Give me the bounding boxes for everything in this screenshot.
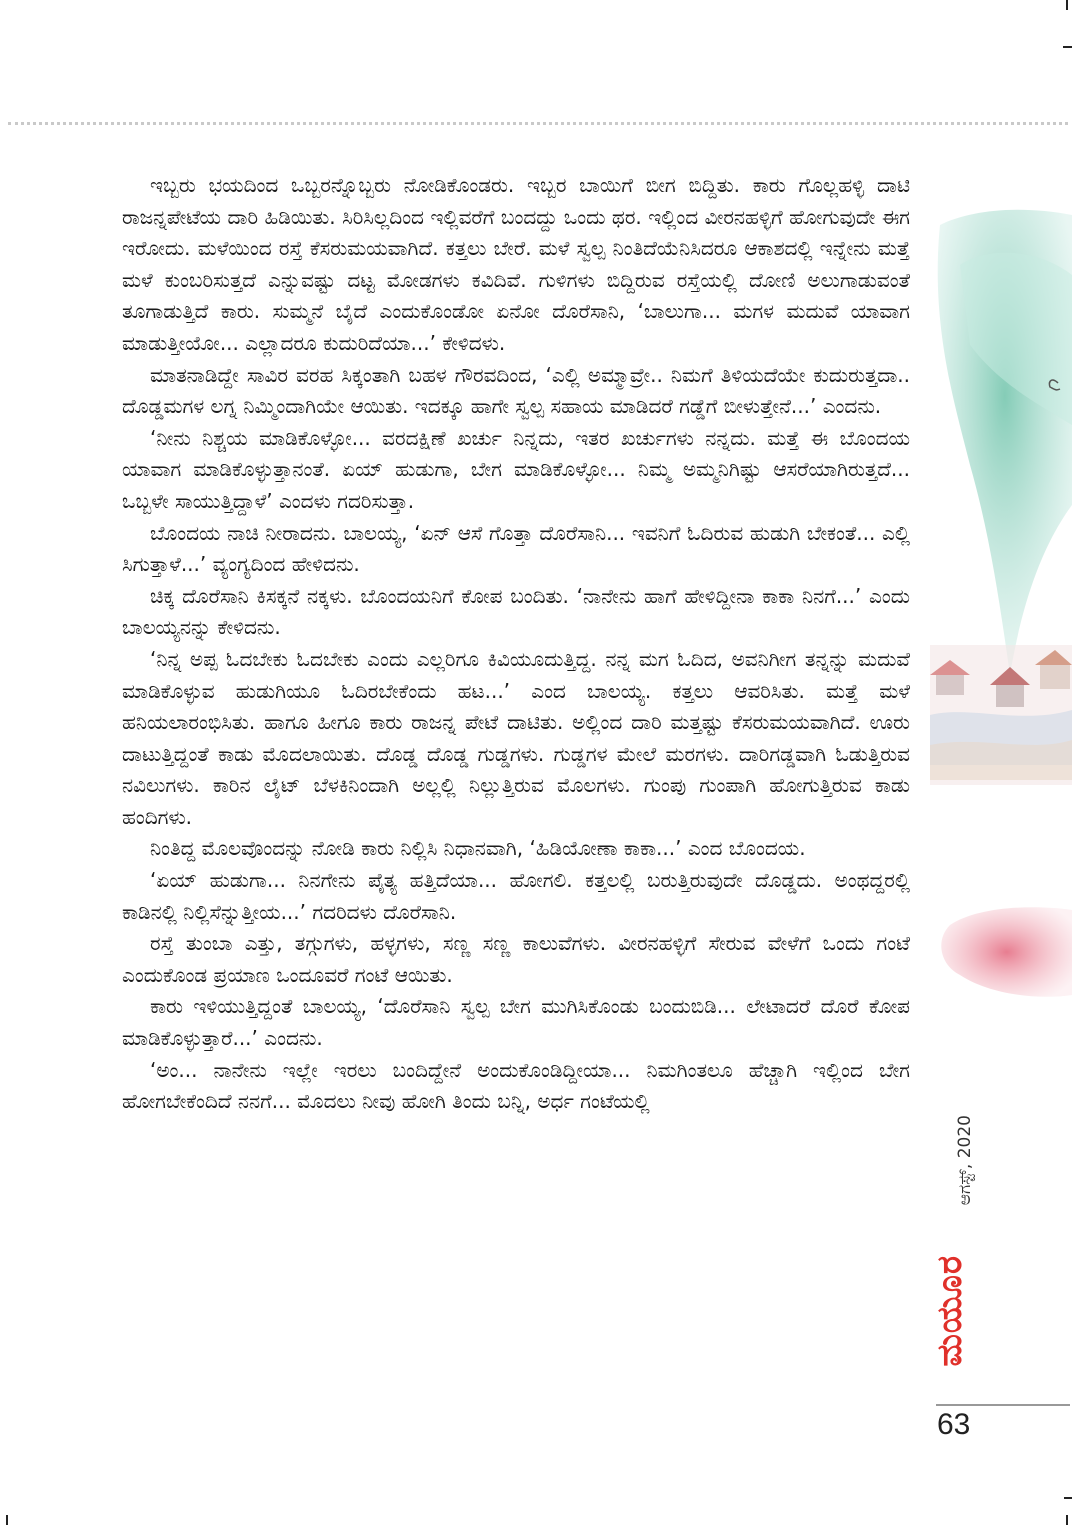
article-body [122,170,910,1118]
header-dotted-rule [8,122,1068,125]
issue-date: ಆಗಸ್ಟ್, 2020 [955,1115,975,1206]
crop-mark [1066,0,1068,10]
pink-wash [941,907,1072,997]
paragraph: ಇಬ್ಬರು ಭಯದಿಂದ ಒಬ್ಬರನ್ನೊಬ್ಬರು ನೋಡಿಕೊಂಡರು. ಇಬ್ಬರ ಬಾಯಿಗೆ ಬೀಗ ಬಿದ್ದಿತು. ಕಾರು ಗೊಲ್ಲಹಳ್ಳಿ ದಾಟಿ ರಾಜನ್ನಪೇಟೆಯ ದಾರಿ ಹಿಡಿಯಿತು. ಸಿರಿಸಿಲ್ಲದಿಂದ ಇಲ್ಲಿವರೆಗೆ ಬಂದದ್ದು ಒಂದು ಥರ. ಇಲ್ಲಿಂದ ವೀರನಹಳ್ಳಿಗೆ ಹೋಗುವುದೇ ಈಗ ಇರೋದು. ಮಳೆಯಿಂದ ರಸ್ತೆ ಕೆಸರುಮಯವಾಗಿದೆ. ಕತ್ತಲು ಬೇರೆ. ಮಳೆ ಸ್ವಲ್ಪ ನಿಂತಿದೆಯೆನಿಸಿದರೂ ಆಕಾಶದಲ್ಲಿ ಇನ್ನೇನು ಮತ್ತೆ ಮಳೆ ಕುಂಬರಿಸುತ್ತದೆ ಎನ್ನುವಷ್ಟು ದಟ್ಟ ಮೋಡಗಳು ಕವಿದಿವೆ. ಗುಳಿಗಳು ಬಿದ್ದಿರುವ ರಸ್ತೆಯಲ್ಲಿ ದೋಣಿ ಅಲುಗಾಡುವಂತೆ ತೂಗಾಡುತ್ತಿದೆ ಕಾರು. ಸುಮ್ಮನೆ ಬೈದೆ ಎಂದುಕೊಂಡೋ ಏನೋ ದೊರೆಸಾನಿ, ‘ಬಾಲುಗಾ... ಮಗಳ ಮದುವೆ ಯಾವಾಗ ಮಾಡುತ್ತೀಯೋ... ಎಲ್ಲಾದರೂ ಕುದುರಿದೆಯಾ...’ ಕೇಳಿದಳು. [122,173,910,355]
paragraph: ‘ನೀನು ನಿಶ್ಚಯ ಮಾಡಿಕೊಳ್ಳೋ... ವರದಕ್ಷಿಣೆ ಖರ್ಚು ನಿನ್ನದು, ಇತರ ಖರ್ಚುಗಳು ನನ್ನದು. ಮತ್ತೆ ಈ ಬೊಂದಯ ಯಾವಾಗ ಮಾಡಿಕೊಳ್ಳುತ್ತಾನಂತೆ. ಏಯ್ ಹುಡುಗಾ, ಬೇಗ ಮಾಡಿಕೊಳ್ಳೋ... ನಿಮ್ಮ ಅಮ್ಮನಿಗಿಷ್ಟು ಆಸರೆಯಾಗಿರುತ್ತದೆ... ಒಬ್ಬಳೇ ಸಾಯುತ್ತಿದ್ದಾಳೆ’ ಎಂದಳು ಗದರಿಸುತ್ತಾ. [122,425,910,513]
paragraph: ಚಿಕ್ಕ ದೊರೆಸಾನಿ ಕಿಸಕ್ಕನೆ ನಕ್ಕಳು. ಬೊಂದಯನಿಗೆ ಕೋಪ ಬಂದಿತು. ‘ನಾನೇನು ಹಾಗೆ ಹೇಳಿದ್ದೀನಾ ಕಾಕಾ ನಿನಗೆ...’ ಎಂದು ಬಾಲಯ್ಯನನ್ನು ಕೇಳಿದನು. [122,583,910,640]
paragraph: ಮಾತನಾಡಿದ್ದೇ ಸಾವಿರ ವರಹ ಸಿಕ್ಕಂತಾಗಿ ಬಹಳ ಗೌರವದಿಂದ, ‘ಎಲ್ಲಿ ಅಮ್ಮಾವ್ರೇ.. ನಿಮಗೆ ತಿಳಿಯದೆಯೇ ಕುದುರುತ್ತದಾ.. ದೊಡ್ಡಮಗಳ ಲಗ್ನ ನಿಮ್ಮಿಂದಾಗಿಯೇ ಆಯಿತು. ಇದಕ್ಕೂ ಹಾಗೇ ಸ್ವಲ್ಪ ಸಹಾಯ ಮಾಡಿದರೆ ಗಡ್ಡೆಗೆ ಬೀಳುತ್ತೇನೆ...’ ಎಂದನು. [122,362,910,419]
paragraph: ಕಾರು ಇಳಿಯುತ್ತಿದ್ದಂತೆ ಬಾಲಯ್ಯ, ‘ದೊರೆಸಾನಿ ಸ್ವಲ್ಪ ಬೇಗ ಮುಗಿಸಿಕೊಂಡು ಬಂದುಬಿಡಿ... ಲೇಟಾದರೆ ದೊರೆ ಕೋಪ ಮಾಡಿಕೊಳ್ಳುತ್ತಾರೆ...’ ಎಂದನು. [122,994,910,1051]
crop-mark [1063,46,1072,48]
crop-mark [1064,1497,1072,1499]
watercolor-illustration [930,205,1072,1085]
crop-mark [6,1515,8,1525]
paragraph: ರಸ್ತೆ ತುಂಬಾ ಎತ್ತು, ತಗ್ಗುಗಳು, ಹಳ್ಳಗಳು, ಸಣ್ಣ ಸಣ್ಣ ಕಾಲುವೆಗಳು. ವೀರನಹಳ್ಳಿಗೆ ಸೇರುವ ವೇಳೆಗೆ ಒಂದು ಗಂಟೆ ಎಂದುಕೊಂಡ ಪ್ರಯಾಣ ಒಂದೂವರೆ ಗಂಟೆ ಆಯಿತು. [122,931,910,987]
paragraph: ‘ನಿನ್ನ ಅಪ್ಪ ಓದಬೇಕು ಓದಬೇಕು ಎಂದು ಎಲ್ಲರಿಗೂ ಕಿವಿಯೂದುತ್ತಿದ್ದ. ನನ್ನ ಮಗ ಓದಿದ, ಅವನಿಗೀಗ ತನ್ನನ್ನು ಮದುವೆ ಮಾಡಿಕೊಳ್ಳುವ ಹುಡುಗಿಯೂ ಓದಿರಬೇಕೆಂದು ಹಟ...’ ಎಂದ ಬಾಲಯ್ಯ. ಕತ್ತಲು ಆವರಿಸಿತು. ಮತ್ತೆ ಮಳೆ ಹನಿಯಲಾರಂಭಿಸಿತು. ಹಾಗೂ ಹೀಗೂ ಕಾರು ರಾಜನ್ನ ಪೇಟೆ ದಾಟಿತು. ಅಲ್ಲಿಂದ ದಾರಿ ಮತ್ತಷ್ಟು ಕೆಸರುಮಯವಾಗಿದೆ. ಊರು ದಾಟುತ್ತಿದ್ದಂತೆ ಕಾಡು ಮೊದಲಾಯಿತು. ದೊಡ್ಡ ದೊಡ್ಡ ಗುಡ್ಡಗಳು. ಗುಡ್ಡಗಳ ಮೇಲೆ ಮರಗಳು. ದಾರಿಗಡ್ಡವಾಗಿ ಓಡುತ್ತಿರುವ ನವಿಲುಗಳು. ಕಾರಿನ ಲೈಟ್ ಬೆಳಕಿನಿಂದಾಗಿ ಅಲ್ಲಲ್ಲಿ ನಿಲ್ಲುತ್ತಿರುವ ಮೊಲಗಳು. ಗುಂಪು ಗುಂಪಾಗಿ ಹೋಗುತ್ತಿರುವ ಕಾಡು ಹಂದಿಗಳು. [122,646,910,829]
village-scene [930,645,1072,785]
page-number: 63 [937,1408,971,1441]
paragraph: ‘ಅಂ... ನಾನೇನು ಇಲ್ಲೇ ಇರಲು ಬಂದಿದ್ದೇನೆ ಅಂದುಕೊಂಡಿದ್ದೀಯಾ... ನಿಮಗಿಂತಲೂ ಹೆಚ್ಚಾಗಿ ಇಲ್ಲಿಂದ ಬೇಗ ಹೋಗಬೇಕೆಂದಿದೆ ನನಗೆ... ಮೊದಲು ನೀವು ಹೋಗಿ ತಿಂದು ಬನ್ನಿ, ಅರ್ಧ ಗಂಟೆಯಲ್ಲಿ [122,1057,910,1114]
magazine-logo: ಮಯೂರ [930,1255,970,1367]
paragraph: ‘ಏಯ್ ಹುಡುಗಾ... ನಿನಗೇನು ಪೈತ್ಯ ಹತ್ತಿದೆಯಾ... ಹೋಗಲಿ. ಕತ್ತಲಲ್ಲಿ ಬರುತ್ತಿರುವುದೇ ದೊಡ್ಡದು. ಅಂಥದ್ದರಲ್ಲಿ ಕಾಡಿನಲ್ಲಿ ನಿಲ್ಲಿಸೆನ್ನುತ್ತೀಯ...’ ಗದರಿದಳು ದೊರೆಸಾನಿ. [122,868,910,924]
footer-rule [936,1404,1070,1406]
paragraph: ಬೊಂದಯ ನಾಚಿ ನೀರಾದನು. ಬಾಲಯ್ಯ, ‘ಏನ್ ಆಸೆ ಗೊತ್ತಾ ದೊರೆಸಾನಿ... ಇವನಿಗೆ ಓದಿರುವ ಹುಡುಗಿ ಬೇಕಂತೆ... ಎಲ್ಲಿ ಸಿಗುತ್ತಾಳೆ...’ ವ್ಯಂಗ್ಯದಿಂದ ಹೇಳಿದನು. [122,520,910,577]
crop-mark [1066,1515,1068,1525]
paragraph: ನಿಂತಿದ್ದ ಮೊಲವೊಂದನ್ನು ನೋಡಿ ಕಾರು ನಿಲ್ಲಿಸಿ ನಿಧಾನವಾಗಿ, ‘ಹಿಡಿಯೋಣಾ ಕಾಕಾ...’ ಎಂದ ಬೊಂದಯ. [150,836,806,861]
